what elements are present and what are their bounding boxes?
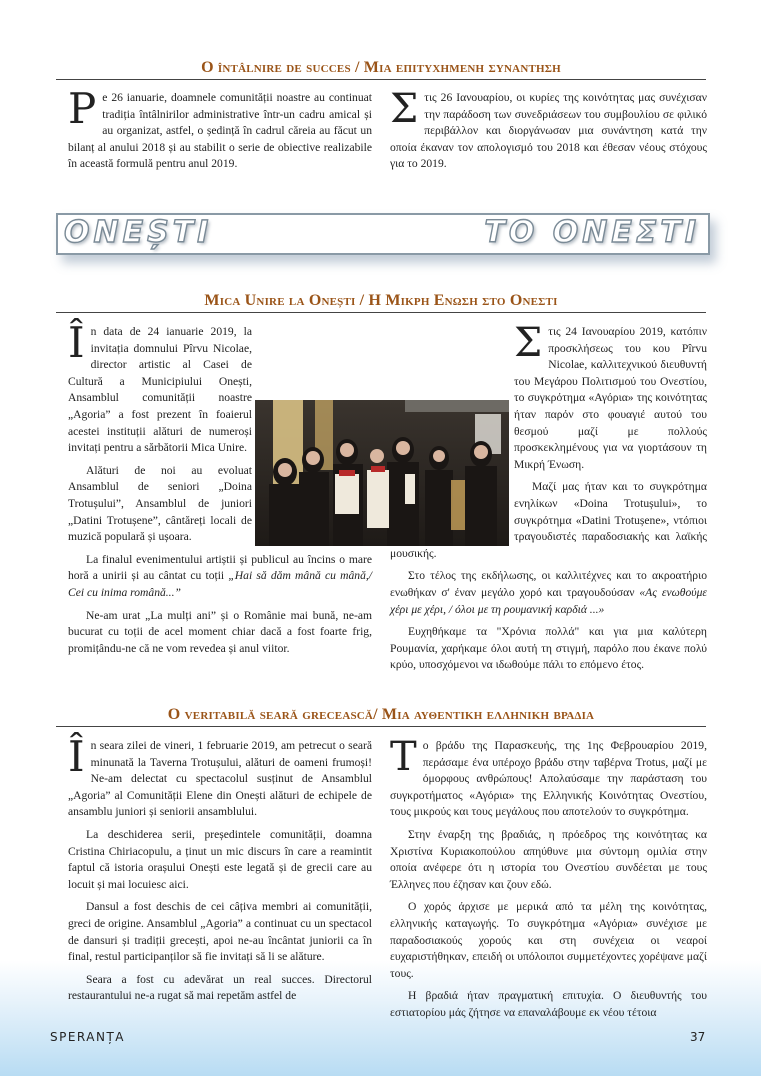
section3-ro-p4: Seara a fost cu adevărat un real succes. Directorul restaurantului ne-a rugat să mai repetăm astfel de bbox=[68, 972, 372, 1003]
section1-gr-column bbox=[390, 86, 707, 179]
section2-gr-p3-quote: «Ας ενωθούμε χέρι με χέρι, / όλοι με τη ρουμανική καρδιά ...» bbox=[390, 585, 707, 616]
section2-ro-dropcap: Î bbox=[68, 318, 85, 367]
section2-ro-p1: n data de 24 ianuarie 2019, la invitația domnului Pîrvu Nicolae, director artistic al Casei de Cultură a Municipiului Onești, Ansamblul comunității noastre „Agoria” a fost prezent în foaierul acestei instituții alături de numeroși invitați pentru a sărbătorii Mica Unire. bbox=[68, 325, 252, 455]
section3-ro-dropcap: Î bbox=[68, 732, 85, 781]
section3-rule bbox=[56, 726, 706, 727]
section2-ro-p3-quote: „Hai să dăm mână cu mână,/ Cei cu inima română...” bbox=[68, 569, 373, 599]
banner-left-text: ONEȘTI bbox=[64, 215, 213, 250]
section2-gr-dropcap: Σ bbox=[514, 320, 543, 366]
section2-gr-p2: Μαζί μας ήταν και το συγκρότημα ενηλίκων «Doina Trotușului», το συγκρότημα «Datini Trotușene», ντόπιοι τραγουδιστές παραδοσιακής και λαϊκής μουσικής. bbox=[390, 480, 707, 560]
photo-event-group-illustration bbox=[255, 400, 509, 546]
section2-ro-p2: Alături de noi au evoluat Ansamblul de seniori „Doina Trotușului”, Ansamblul de juniori „Datini Trotușene”, cântăreți locali de muzică populară și ușoara. bbox=[68, 463, 252, 544]
section3-title: O veritabilă seară grecească/ Μια αυθεντικη ελληνικη βραδια bbox=[167, 706, 595, 723]
section2-title: Mica Unire la Onești / Η Μικρη Ενωση στο Ονεστι bbox=[204, 292, 558, 309]
section1-ro-dropcap: P bbox=[68, 84, 97, 133]
section2-gr-p3a: Στο τέλος της εκδήλωσης, οι καλλιτέχνες και το ακροατήριο ενωθήκαν σ' έναν μεγάλο χορό και τραγουδούσαν bbox=[390, 569, 707, 599]
section1-ro-column bbox=[68, 84, 372, 179]
section3-gr-p3: Ο χορός άρχισε με μερικά από τα μέλη της κοινότητας, ελληνικής καταγωγής. Το συγκρότημα «Αγόρια» συνέχισε με παραδοσιακούς χορούς και στη συνέχεια οι νεαροί ευχαριστήθηκαν, επειδή οι υπόλοιποι συμμετέχοντες χορέψανε μαζί τους. bbox=[390, 900, 707, 980]
section1-gr-text: τις 26 Ιανουαρίου, οι κυρίες της κοινότητας μας συνέχισαν την παράδοση των συνεδριάσεων του συμβουλίου σε φιλικό περιβάλλον και διοργάνωσαν μια συνάντηση κατά την οποία έκαναν τον απολογισμό του 2018 και έθεσαν νέους στόχους για το 2019. bbox=[390, 91, 707, 171]
section3-gr-p1: ο βράδυ της Παρασκευής, της 1ης Φεβρουαρίου 2019, περάσαμε ένα υπέροχο βράδυ στην ταβέρνα Trotus, μαζί με όμορφους ανθρώπους! Απολαύσαμε την παράσταση του συγκροτήματος «Αγόρια» της Ελληνικής Κοινότητας Ονεστίου, τους μικρούς και τους μεγάλους που αποτελούν το συγκρότημα. bbox=[390, 739, 707, 819]
section3-ro-p2: La deschiderea serii, președintele comunității, doamna Cristina Chiriacopulu, a ținut un mic discurs în care a reamintit faptul că istoria orașului Onești este legată și de grecii care au locuit și mai locuiesc aici. bbox=[68, 827, 372, 891]
section1-rule bbox=[56, 79, 706, 80]
page-number: 37 bbox=[690, 1030, 706, 1044]
photo-event-group bbox=[255, 400, 509, 546]
section2-rule bbox=[56, 312, 706, 313]
section3-gr-p2: Στην έναρξη της βραδιάς, η πρόεδρος της κοινότητας κα Χριστίνα Κυριακοπούλου απηύθυνε μια σύντομη ομιλία στην οποία ανέφερε ότι η ιστορία του Ονεστίου συνδέεται με τους Έλληνες που έζησαν και ζουν εδώ. bbox=[390, 827, 707, 891]
section1-ro-text: e 26 ianuarie, doamnele comunității noastre au continuat tradiția întâlnirilor administrative într-un cadru amical și au organizat, astfel, o ședință în cadrul căreia au făcut un bilanț al anului 2018 și au stabilit o serie de obiective realizabile în această formulă pentru anul 2019. bbox=[68, 91, 372, 171]
location-banner bbox=[56, 213, 710, 255]
section2-gr-p1: τις 24 Ιανουαρίου 2019, κατόπιν προσκλήσεως του κου Pîrvu Nicolae, καλλιτεχνικού διευθυντή του Μεγάρου Πολιτισμού του Ονεστίου, το συγκρότημα «Αγόρια» της κοινότητας ήταν παρόν στο φουαγιέ αυτού του θεσμού μαζί με πολλούς προσκεκλημένους για να γιορτάσουν τη Μικρή Ένωση. bbox=[514, 325, 707, 471]
section3-gr-column bbox=[390, 734, 707, 1028]
section2-ro-p3a: La finalul evenimentului artiștii și publicul au încins o mare horă a unirii și au cântat cu toții bbox=[68, 552, 372, 583]
section3-gr-p4: Η βραδιά ήταν πραγματική επιτυχία. Ο διευθυντής του εστιατορίου μάς ζήτησε να επαναλάβουμε εκ νέου τέτοια bbox=[390, 989, 707, 1019]
section1-gr-dropcap: Σ bbox=[390, 86, 419, 132]
section2-gr-p4: Ευχηθήκαμε τα "Χρόνια πολλά" και για μια καλύτερη Ρουμανία, χαρήκαμε όλοι αυτή τη στιγμή, παρόλο που έκανε πολύ κρύο, υποσχόμενοι να ιδωθούμε πάλι το επόμενο έτος. bbox=[390, 625, 707, 672]
section3-ro-p1: n seara zilei de vineri, 1 februarie 2019, am petrecut o seară minunată la Taverna Trotușului, alături de oameni frumoși! Ne-am delectat cu spectacolul susținut de Ansamblul „Agoria” al Comunității Elene din Onești alături de echipele de ansamblu juniori și seniorii ansamblului. bbox=[68, 739, 372, 819]
footer-brand: SPERANȚA bbox=[50, 1030, 126, 1044]
section2-ro-p4: Ne-am urat „La mulți ani” și o Românie mai bună, ne-am bucurat cu toții de acel moment chiar dacă a fost foarte frig, promițându-ne că ne vom revedea și anul viitor. bbox=[68, 608, 372, 655]
section1-title: O întâlnire de succes / Μια επιτυχημενη συναντηση bbox=[201, 59, 561, 76]
section3-ro-column bbox=[68, 732, 372, 1011]
section3-gr-dropcap: Τ bbox=[390, 734, 417, 780]
banner-right-text: ΤΟ ΟΝΕΣΤΙ bbox=[484, 215, 700, 250]
section3-ro-p3: Dansul a fost deschis de cei câțiva membri ai comunității, greci de origine. Ansamblul „Agoria” a continuat cu un spectacol de dansuri și tradiții grecești, apoi ne-au încântat juniorii ca în final, restul participanților să fie invitați să li se alăture. bbox=[68, 900, 372, 964]
